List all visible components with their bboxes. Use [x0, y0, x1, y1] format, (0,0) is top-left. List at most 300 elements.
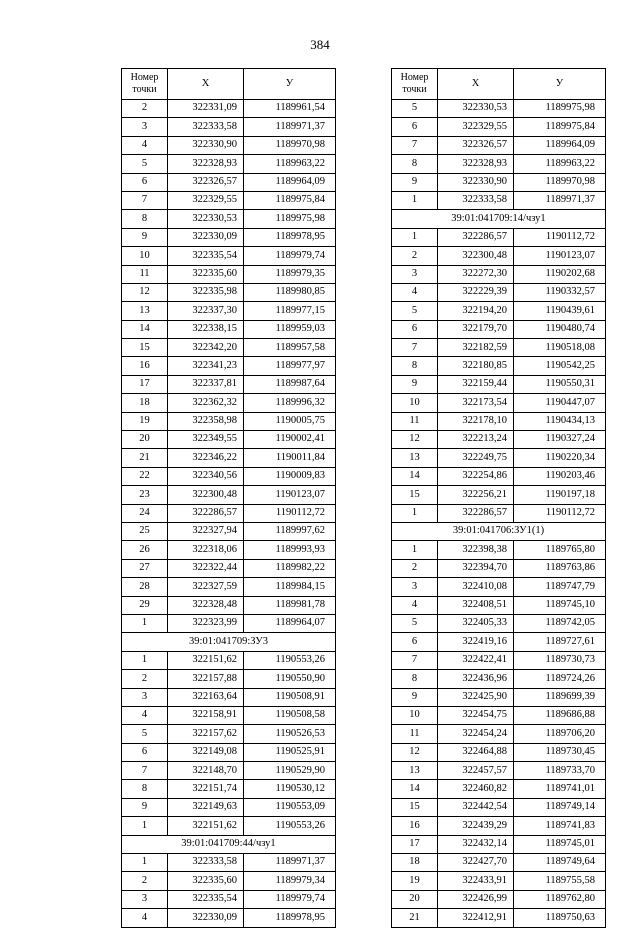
point-number-cell: 3 [392, 578, 438, 596]
y-cell: 1189741,83 [514, 817, 606, 835]
table-row [122, 780, 336, 798]
y-cell: 1190480,74 [514, 320, 606, 338]
point-number-cell: 6 [392, 118, 438, 136]
point-number-cell: 14 [122, 320, 168, 338]
table-row [122, 762, 336, 780]
table-row [122, 173, 336, 191]
point-number-cell: 1 [392, 504, 438, 522]
table-row [122, 412, 336, 430]
point-number-cell: 7 [392, 339, 438, 357]
point-number-cell: 3 [122, 688, 168, 706]
table-row [122, 265, 336, 283]
point-number-cell: 1 [122, 854, 168, 872]
x-cell: 322148,70 [168, 762, 244, 780]
table-row [392, 228, 606, 246]
y-cell: 1189979,74 [244, 890, 336, 908]
y-cell: 1189727,61 [514, 633, 606, 651]
point-number-cell: 15 [392, 798, 438, 816]
table-row [122, 375, 336, 393]
point-number-cell: 17 [122, 375, 168, 393]
table-row [392, 136, 606, 154]
y-cell: 1190112,72 [514, 504, 606, 522]
point-number-cell: 28 [122, 578, 168, 596]
y-cell: 1189755,58 [514, 872, 606, 890]
table-row [122, 449, 336, 467]
point-number-cell: 11 [392, 725, 438, 743]
y-cell: 1189699,39 [514, 688, 606, 706]
table-row [122, 302, 336, 320]
y-cell: 1189977,15 [244, 302, 336, 320]
y-cell: 1190550,31 [514, 375, 606, 393]
y-cell: 1189745,01 [514, 835, 606, 853]
x-cell: 322300,48 [438, 247, 514, 265]
y-cell: 1189686,88 [514, 706, 606, 724]
y-cell: 1189749,14 [514, 798, 606, 816]
table-row [392, 504, 606, 522]
y-cell: 1189730,45 [514, 743, 606, 761]
y-cell: 1189961,54 [244, 100, 336, 118]
x-cell: 322327,59 [168, 578, 244, 596]
point-number-cell: 20 [392, 890, 438, 908]
y-cell: 1189982,22 [244, 559, 336, 577]
table-row [392, 412, 606, 430]
y-cell: 1190112,72 [514, 228, 606, 246]
point-number-cell: 4 [392, 283, 438, 301]
x-cell: 322335,60 [168, 872, 244, 890]
point-number-cell: 3 [122, 118, 168, 136]
point-number-cell: 23 [122, 486, 168, 504]
y-cell: 1190005,75 [244, 412, 336, 430]
section-row [392, 210, 606, 228]
point-number-cell: 2 [122, 670, 168, 688]
point-number-cell: 29 [122, 596, 168, 614]
header-x: X [168, 69, 244, 100]
x-cell: 322330,90 [438, 173, 514, 191]
table-row [122, 100, 336, 118]
x-cell: 322149,08 [168, 743, 244, 761]
y-cell: 1190009,83 [244, 467, 336, 485]
x-cell: 322464,88 [438, 743, 514, 761]
y-cell: 1190332,57 [514, 283, 606, 301]
table-row [392, 780, 606, 798]
x-cell: 322272,30 [438, 265, 514, 283]
x-cell: 322362,32 [168, 394, 244, 412]
point-number-cell: 12 [122, 283, 168, 301]
y-cell: 1190112,72 [244, 504, 336, 522]
x-cell: 322338,15 [168, 320, 244, 338]
point-number-cell: 5 [392, 100, 438, 118]
y-cell: 1189733,70 [514, 762, 606, 780]
point-number-cell: 2 [392, 247, 438, 265]
y-cell: 1189996,32 [244, 394, 336, 412]
x-cell: 322427,70 [438, 854, 514, 872]
x-cell: 322335,60 [168, 265, 244, 283]
point-number-cell: 19 [122, 412, 168, 430]
table-row [392, 320, 606, 338]
x-cell: 322328,93 [168, 155, 244, 173]
x-cell: 322151,62 [168, 651, 244, 669]
table-row [122, 155, 336, 173]
point-number-cell: 1 [392, 191, 438, 209]
y-cell: 1189970,98 [514, 173, 606, 191]
header-y: У [514, 69, 606, 100]
x-cell: 322326,57 [438, 136, 514, 154]
x-cell: 322286,57 [438, 228, 514, 246]
x-cell: 322163,64 [168, 688, 244, 706]
y-cell: 1189993,93 [244, 541, 336, 559]
y-cell: 1190550,90 [244, 670, 336, 688]
table-row [122, 872, 336, 890]
coordinates-table-left [121, 68, 336, 928]
table-row [122, 191, 336, 209]
point-number-cell: 8 [392, 155, 438, 173]
point-number-cell: 1 [122, 651, 168, 669]
point-number-cell: 9 [122, 798, 168, 816]
y-cell: 1190002,41 [244, 431, 336, 449]
point-number-cell: 9 [122, 228, 168, 246]
y-cell: 1189957,58 [244, 339, 336, 357]
y-cell: 1189963,22 [514, 155, 606, 173]
table-row [122, 339, 336, 357]
y-cell: 1190518,08 [514, 339, 606, 357]
point-number-cell: 8 [392, 670, 438, 688]
y-cell: 1189981,78 [244, 596, 336, 614]
x-cell: 322151,62 [168, 817, 244, 835]
y-cell: 1189984,15 [244, 578, 336, 596]
y-cell: 1189978,95 [244, 909, 336, 927]
point-number-cell: 25 [122, 522, 168, 540]
table-row [392, 541, 606, 559]
point-number-cell: 7 [392, 651, 438, 669]
y-cell: 1190525,91 [244, 743, 336, 761]
x-cell: 322337,30 [168, 302, 244, 320]
point-number-cell: 5 [122, 155, 168, 173]
x-cell: 322157,62 [168, 725, 244, 743]
section-title: 39:01:041709:14/чзу1 [392, 210, 606, 228]
table-row [122, 467, 336, 485]
x-cell: 322158,91 [168, 706, 244, 724]
x-cell: 322213,24 [438, 431, 514, 449]
y-cell: 1189971,37 [244, 854, 336, 872]
table-row [392, 559, 606, 577]
point-number-cell: 2 [392, 559, 438, 577]
table-row [392, 357, 606, 375]
point-number-cell: 26 [122, 541, 168, 559]
table-row [122, 357, 336, 375]
table-row [392, 173, 606, 191]
point-number-cell: 4 [122, 706, 168, 724]
y-cell: 1190197,18 [514, 486, 606, 504]
y-cell: 1190542,25 [514, 357, 606, 375]
y-cell: 1189762,80 [514, 890, 606, 908]
table-row [392, 100, 606, 118]
y-cell: 1189975,84 [244, 191, 336, 209]
table-row [392, 835, 606, 853]
y-cell: 1189964,09 [244, 173, 336, 191]
y-cell: 1189724,26 [514, 670, 606, 688]
y-cell: 1190526,53 [244, 725, 336, 743]
table-row [392, 375, 606, 393]
point-number-cell: 5 [122, 725, 168, 743]
point-number-cell: 13 [392, 762, 438, 780]
y-cell: 1189977,97 [244, 357, 336, 375]
point-number-cell: 9 [392, 688, 438, 706]
x-cell: 322410,08 [438, 578, 514, 596]
table-row [122, 817, 336, 835]
point-number-cell: 8 [392, 357, 438, 375]
table-row [122, 210, 336, 228]
point-number-cell: 7 [122, 191, 168, 209]
header-x: X [438, 69, 514, 100]
y-cell: 1190553,26 [244, 817, 336, 835]
x-cell: 322426,99 [438, 890, 514, 908]
x-cell: 322330,53 [168, 210, 244, 228]
table-row [392, 449, 606, 467]
x-cell: 322460,82 [438, 780, 514, 798]
x-cell: 322254,86 [438, 467, 514, 485]
table-row [392, 670, 606, 688]
point-number-cell: 13 [392, 449, 438, 467]
table-row [122, 854, 336, 872]
table-row [392, 798, 606, 816]
x-cell: 322256,21 [438, 486, 514, 504]
table-row [122, 283, 336, 301]
header-point-number: Номер точки [122, 69, 168, 100]
x-cell: 322330,09 [168, 228, 244, 246]
table-row [392, 191, 606, 209]
y-cell: 1190553,09 [244, 798, 336, 816]
point-number-cell: 4 [392, 596, 438, 614]
table-row [122, 798, 336, 816]
y-cell: 1190508,58 [244, 706, 336, 724]
x-cell: 322330,90 [168, 136, 244, 154]
section-title: 39:01:041709:44/чзу1 [122, 835, 336, 853]
x-cell: 322149,63 [168, 798, 244, 816]
table-row [392, 817, 606, 835]
point-number-cell: 27 [122, 559, 168, 577]
x-cell: 322322,44 [168, 559, 244, 577]
x-cell: 322335,98 [168, 283, 244, 301]
y-cell: 1190447,07 [514, 394, 606, 412]
table-row [392, 854, 606, 872]
table-row [122, 394, 336, 412]
table-row [122, 909, 336, 927]
y-cell: 1189763,86 [514, 559, 606, 577]
point-number-cell: 16 [392, 817, 438, 835]
x-cell: 322318,06 [168, 541, 244, 559]
y-cell: 1190202,68 [514, 265, 606, 283]
y-cell: 1189997,62 [244, 522, 336, 540]
table-row [122, 504, 336, 522]
x-cell: 322180,85 [438, 357, 514, 375]
x-cell: 322328,93 [438, 155, 514, 173]
table-row [392, 431, 606, 449]
x-cell: 322412,91 [438, 909, 514, 927]
table-row [392, 302, 606, 320]
table-body [122, 100, 336, 928]
point-number-cell: 11 [392, 412, 438, 430]
y-cell: 1190434,13 [514, 412, 606, 430]
table-row [392, 339, 606, 357]
y-cell: 1189959,03 [244, 320, 336, 338]
point-number-cell: 8 [122, 780, 168, 798]
point-number-cell: 10 [392, 706, 438, 724]
y-cell: 1190553,26 [244, 651, 336, 669]
table-row [392, 247, 606, 265]
table-row [392, 633, 606, 651]
point-number-cell: 1 [122, 817, 168, 835]
table-row [392, 118, 606, 136]
y-cell: 1189742,05 [514, 614, 606, 632]
x-cell: 322157,88 [168, 670, 244, 688]
section-title: 39:01:041706:ЗУ1(1) [392, 522, 606, 540]
x-cell: 322333,58 [168, 118, 244, 136]
point-number-cell: 21 [122, 449, 168, 467]
x-cell: 322425,90 [438, 688, 514, 706]
x-cell: 322333,58 [168, 854, 244, 872]
point-number-cell: 19 [392, 872, 438, 890]
y-cell: 1189706,20 [514, 725, 606, 743]
x-cell: 322323,99 [168, 614, 244, 632]
x-cell: 322178,10 [438, 412, 514, 430]
y-cell: 1189964,07 [244, 614, 336, 632]
x-cell: 322331,09 [168, 100, 244, 118]
x-cell: 322405,33 [438, 614, 514, 632]
point-number-cell: 16 [122, 357, 168, 375]
table-row [122, 743, 336, 761]
x-cell: 322454,75 [438, 706, 514, 724]
point-number-cell: 1 [392, 228, 438, 246]
point-number-cell: 4 [122, 136, 168, 154]
x-cell: 322408,51 [438, 596, 514, 614]
x-cell: 322179,70 [438, 320, 514, 338]
x-cell: 322340,56 [168, 467, 244, 485]
point-number-cell: 24 [122, 504, 168, 522]
x-cell: 322337,81 [168, 375, 244, 393]
point-number-cell: 4 [122, 909, 168, 927]
table-row [122, 228, 336, 246]
header-point-number: Номер точки [392, 69, 438, 100]
x-cell: 322249,75 [438, 449, 514, 467]
x-cell: 322286,57 [438, 504, 514, 522]
table-row [122, 522, 336, 540]
x-cell: 322229,39 [438, 283, 514, 301]
y-cell: 1189980,85 [244, 283, 336, 301]
table-row [122, 688, 336, 706]
x-cell: 322358,98 [168, 412, 244, 430]
y-cell: 1190123,07 [244, 486, 336, 504]
x-cell: 322442,54 [438, 798, 514, 816]
x-cell: 322330,53 [438, 100, 514, 118]
y-cell: 1189975,84 [514, 118, 606, 136]
y-cell: 1189975,98 [244, 210, 336, 228]
table-row [392, 651, 606, 669]
point-number-cell: 3 [122, 890, 168, 908]
point-number-cell: 2 [122, 872, 168, 890]
table-row [122, 118, 336, 136]
point-number-cell: 8 [122, 210, 168, 228]
y-cell: 1189749,64 [514, 854, 606, 872]
point-number-cell: 2 [122, 100, 168, 118]
table-header-row [392, 69, 606, 100]
table-row [122, 486, 336, 504]
table-row [122, 247, 336, 265]
point-number-cell: 9 [392, 173, 438, 191]
point-number-cell: 14 [392, 780, 438, 798]
table-row [392, 872, 606, 890]
table-row [392, 688, 606, 706]
x-cell: 322335,54 [168, 890, 244, 908]
table-row [122, 725, 336, 743]
point-number-cell: 22 [122, 467, 168, 485]
table-row [392, 394, 606, 412]
table-row [392, 614, 606, 632]
table-row [122, 890, 336, 908]
table-row [392, 155, 606, 173]
y-cell: 1189987,64 [244, 375, 336, 393]
page-number: 384 [310, 37, 330, 52]
point-number-cell: 13 [122, 302, 168, 320]
table-row [122, 320, 336, 338]
x-cell: 322333,58 [438, 191, 514, 209]
point-number-cell: 6 [392, 320, 438, 338]
point-number-cell: 12 [392, 431, 438, 449]
y-cell: 1190123,07 [514, 247, 606, 265]
y-cell: 1189978,95 [244, 228, 336, 246]
x-cell: 322286,57 [168, 504, 244, 522]
point-number-cell: 18 [122, 394, 168, 412]
y-cell: 1189979,74 [244, 247, 336, 265]
table-row [392, 743, 606, 761]
y-cell: 1190529,90 [244, 762, 336, 780]
point-number-cell: 5 [392, 302, 438, 320]
x-cell: 322327,94 [168, 522, 244, 540]
point-number-cell: 9 [392, 375, 438, 393]
x-cell: 322454,24 [438, 725, 514, 743]
table-row [122, 578, 336, 596]
x-cell: 322394,70 [438, 559, 514, 577]
y-cell: 1189747,79 [514, 578, 606, 596]
y-cell: 1190011,84 [244, 449, 336, 467]
x-cell: 322439,29 [438, 817, 514, 835]
section-row [122, 835, 336, 853]
x-cell: 322329,55 [438, 118, 514, 136]
y-cell: 1189964,09 [514, 136, 606, 154]
table-row [122, 559, 336, 577]
table-row [122, 670, 336, 688]
point-number-cell: 6 [122, 743, 168, 761]
table-row [392, 467, 606, 485]
table-row [122, 651, 336, 669]
x-cell: 322433,91 [438, 872, 514, 890]
x-cell: 322151,74 [168, 780, 244, 798]
x-cell: 322173,54 [438, 394, 514, 412]
table-row [122, 431, 336, 449]
x-cell: 322436,96 [438, 670, 514, 688]
point-number-cell: 7 [392, 136, 438, 154]
section-row [122, 633, 336, 651]
x-cell: 322194,20 [438, 302, 514, 320]
section-title: 39:01:041709:ЗУ3 [122, 633, 336, 651]
point-number-cell: 11 [122, 265, 168, 283]
table-row [122, 541, 336, 559]
y-cell: 1189730,73 [514, 651, 606, 669]
point-number-cell: 6 [392, 633, 438, 651]
table-row [122, 614, 336, 632]
x-cell: 322457,57 [438, 762, 514, 780]
x-cell: 322182,59 [438, 339, 514, 357]
table-row [122, 136, 336, 154]
